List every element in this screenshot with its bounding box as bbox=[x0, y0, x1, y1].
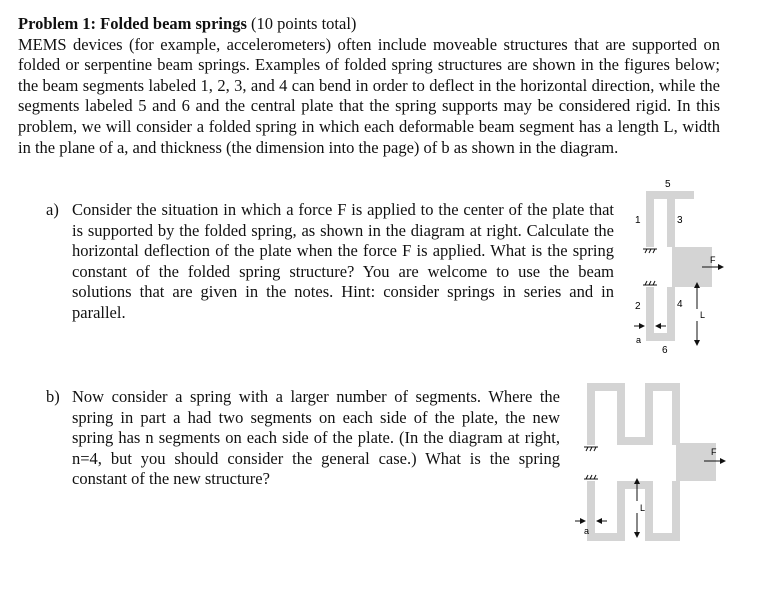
label-L: L bbox=[700, 310, 706, 320]
problem-intro bbox=[18, 14, 720, 158]
part-a-text: Consider the situation in which a force F is applied to the center of the plate that is supported by the folded spring, as shown in the diagram at right. Calculate the horizontal deflection of the plate when the force F is applied. What is the spring constant of the folded spring structure? You are welcome to use the beam solutions that are given in the notes. Hint: consider springs in series and in parallel. bbox=[72, 200, 614, 322]
serpentine-segment bbox=[645, 481, 653, 541]
label-a: a bbox=[584, 526, 590, 536]
beam-segment-4 bbox=[667, 287, 675, 341]
serpentine-segment bbox=[672, 383, 680, 445]
label-F: F bbox=[711, 447, 717, 457]
label-F: F bbox=[710, 255, 716, 265]
anchor-top bbox=[643, 249, 657, 253]
label-1: 1 bbox=[635, 215, 641, 226]
anchor-bottom bbox=[584, 475, 598, 479]
central-plate bbox=[676, 443, 716, 481]
serpentine-segment bbox=[587, 383, 595, 445]
problem-points: (10 points total) bbox=[246, 14, 357, 33]
serpentine-segment bbox=[617, 481, 625, 541]
serpentine-bottom-bar-left bbox=[587, 533, 625, 541]
label-L: L bbox=[640, 503, 646, 513]
serpentine-bottom-bar-right bbox=[645, 533, 680, 541]
problem-intro-text: MEMS devices (for example, accelerometers) often include moveable structures that are supported on folded or serpentine beam springs. Examples of folded spring structures are shown in the figures below; the beam segments labeled 1, 2, 3, and 4 can bend in order to deflect in the horizontal direction, while the segments labeled 5 and 6 and the central plate that the spring supports may be considered rigid. In this problem, we will consider a folded spring in which each deformable beam segment has a length L, width in the plane of a, and thickness (the dimension into the page) of b as shown in the diagram. bbox=[18, 34, 720, 157]
part-b-label: b) bbox=[46, 387, 60, 406]
anchor-bottom bbox=[643, 281, 657, 285]
problem-heading: Problem 1: Folded beam springs bbox=[18, 14, 247, 33]
serpentine-spring-diagram-b bbox=[570, 375, 730, 550]
label-6: 6 bbox=[662, 345, 668, 356]
beam-segment-2 bbox=[646, 287, 654, 341]
anchor-top bbox=[584, 447, 598, 451]
beam-segment-1 bbox=[646, 191, 654, 247]
beam-segment-6 bbox=[646, 333, 675, 341]
label-a: a bbox=[636, 335, 642, 345]
label-2: 2 bbox=[635, 301, 641, 312]
serpentine-segment bbox=[645, 383, 653, 445]
serpentine-segment bbox=[617, 383, 625, 445]
part-a-label: a) bbox=[46, 200, 59, 219]
folded-spring-diagram-a bbox=[610, 175, 730, 360]
beam-segment-3 bbox=[667, 191, 675, 247]
label-3: 3 bbox=[677, 215, 683, 226]
label-5: 5 bbox=[665, 179, 671, 190]
serpentine-segment bbox=[672, 481, 680, 541]
part-b-text: Now consider a spring with a larger number of segments. Where the spring in part a had two segments on each side of the plate, the new spring has n segments on each side of the plate. (In the diagram at right, n=4, but you should consider the general case.) What is the spring constant of the new structure? bbox=[72, 387, 560, 489]
label-4: 4 bbox=[677, 299, 683, 310]
